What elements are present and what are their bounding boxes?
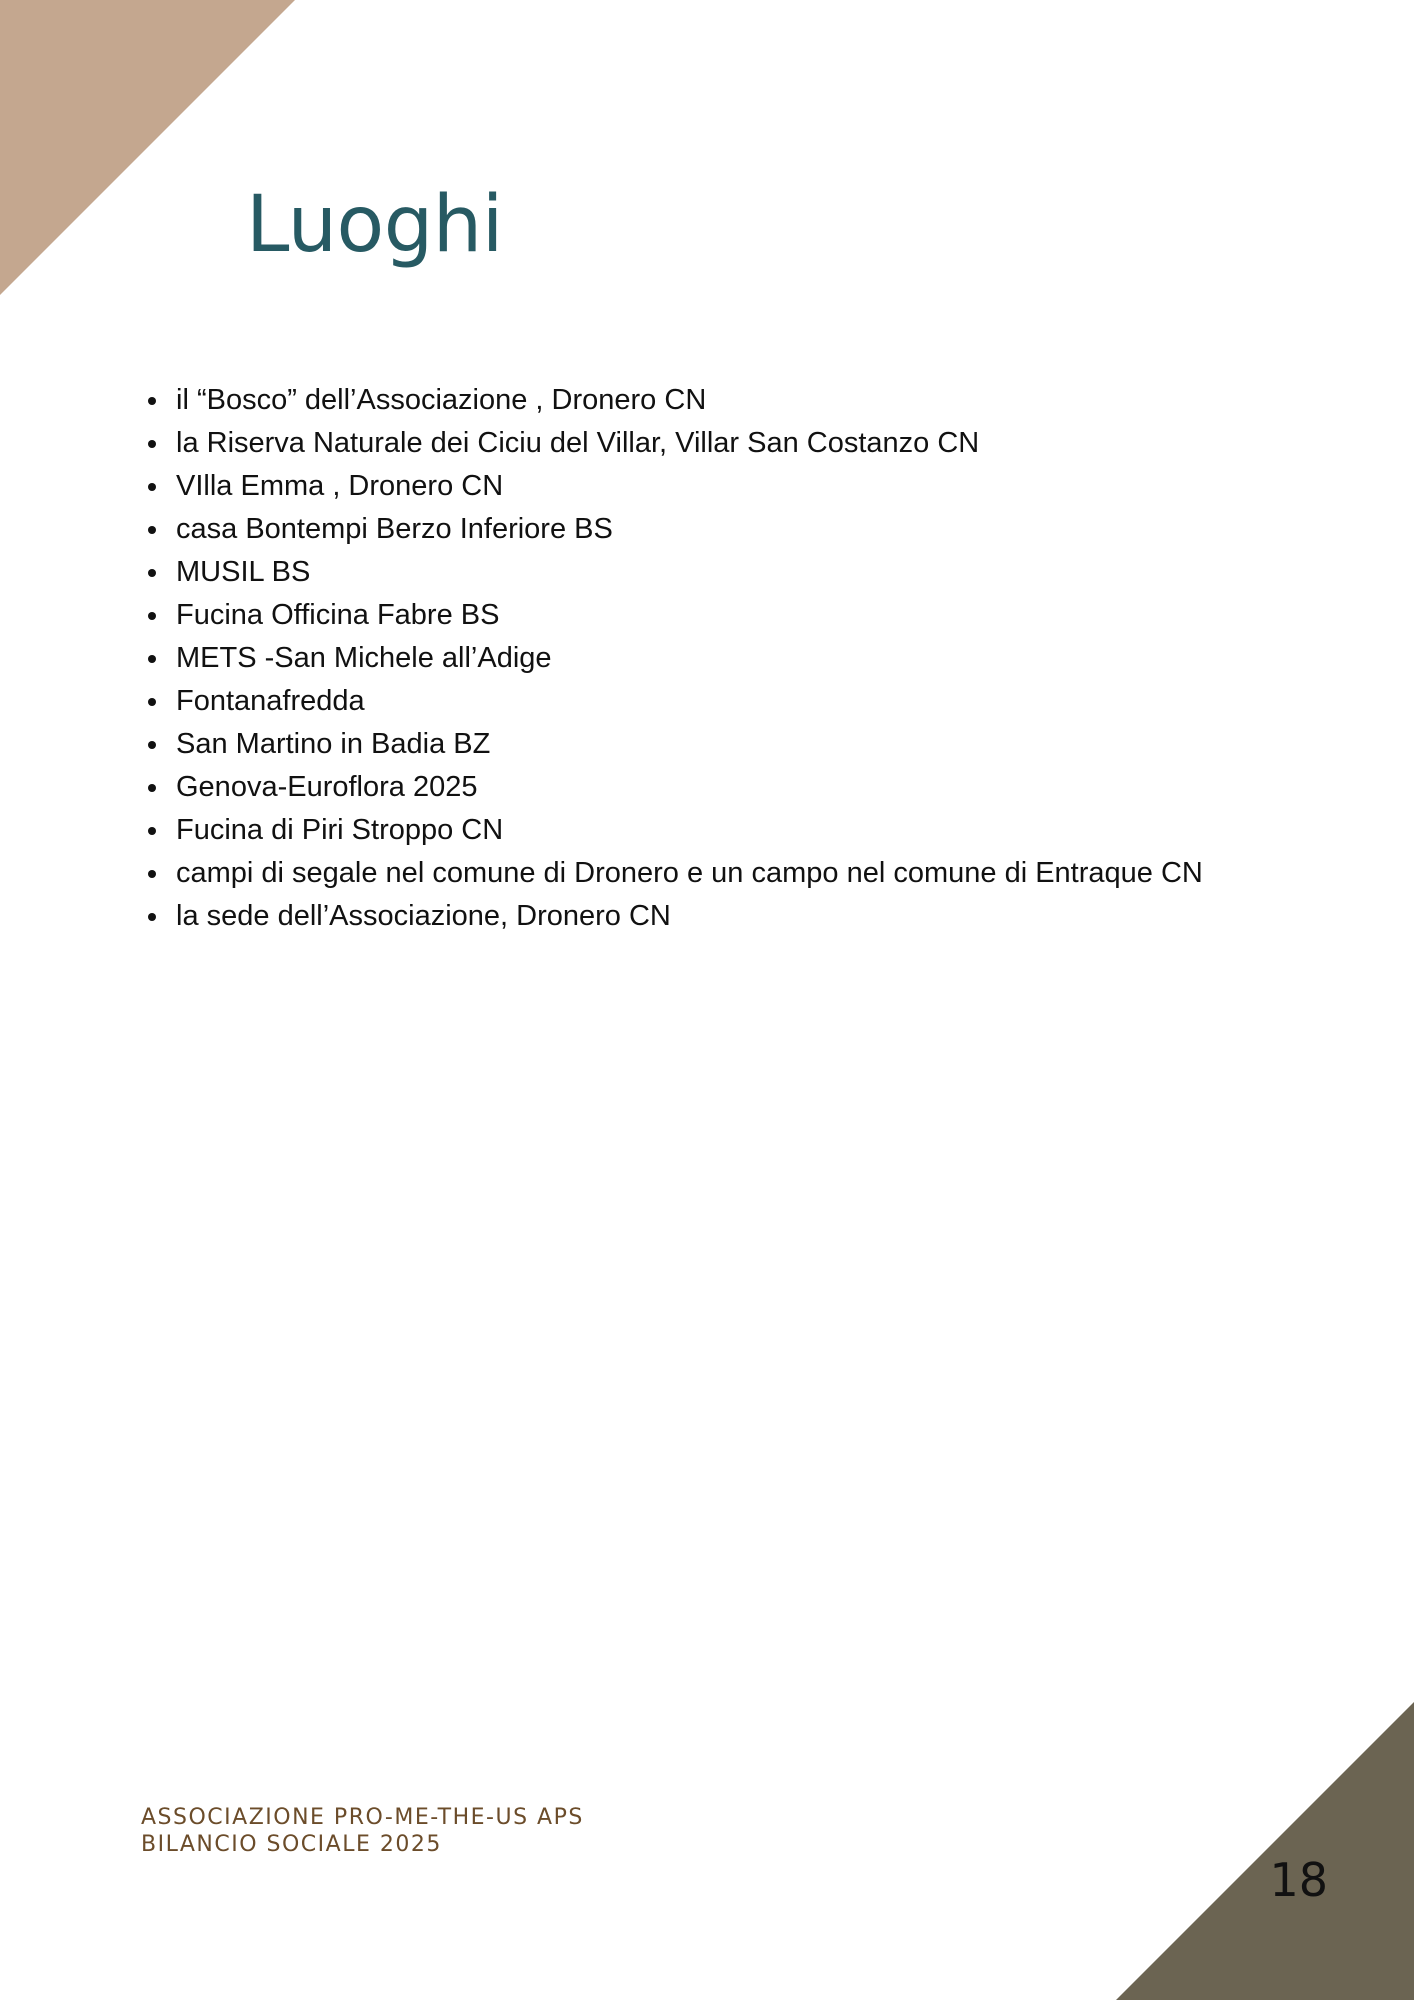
list-item: MUSIL BS	[176, 551, 1256, 594]
corner-decoration-bottom-right	[1116, 1702, 1414, 2000]
list-item: Genova-Euroflora 2025	[176, 766, 1256, 809]
list-item: Fucina di Piri Stroppo CN	[176, 809, 1256, 852]
list-item: San Martino in Badia BZ	[176, 723, 1256, 766]
list-item: casa Bontempi Berzo Inferiore BS	[176, 508, 1256, 551]
list-item: Fucina Officina Fabre BS	[176, 594, 1256, 637]
page-title: Luoghi	[246, 180, 503, 270]
places-list	[176, 379, 1256, 938]
footer-report-title: BILANCIO SOCIALE 2025	[141, 1832, 442, 1857]
list-item: METS -San Michele all’Adige	[176, 637, 1256, 680]
page-number: 18	[1269, 1853, 1328, 1907]
list-item: la Riserva Naturale dei Ciciu del Villar, Villar San Costanzo CN	[176, 422, 1256, 465]
list-item: campi di segale nel comune di Dronero e un campo nel comune di Entraque CN	[176, 852, 1256, 895]
footer	[141, 1804, 584, 1858]
list-item: Fontanafredda	[176, 680, 1256, 723]
list-item: il “Bosco” dell’Associazione , Dronero CN	[176, 379, 1256, 422]
list-item: VIlla Emma , Dronero CN	[176, 465, 1256, 508]
footer-organization: ASSOCIAZIONE PRO-ME-THE-US APS	[141, 1805, 584, 1830]
list-item: la sede dell’Associazione, Dronero CN	[176, 895, 1256, 938]
